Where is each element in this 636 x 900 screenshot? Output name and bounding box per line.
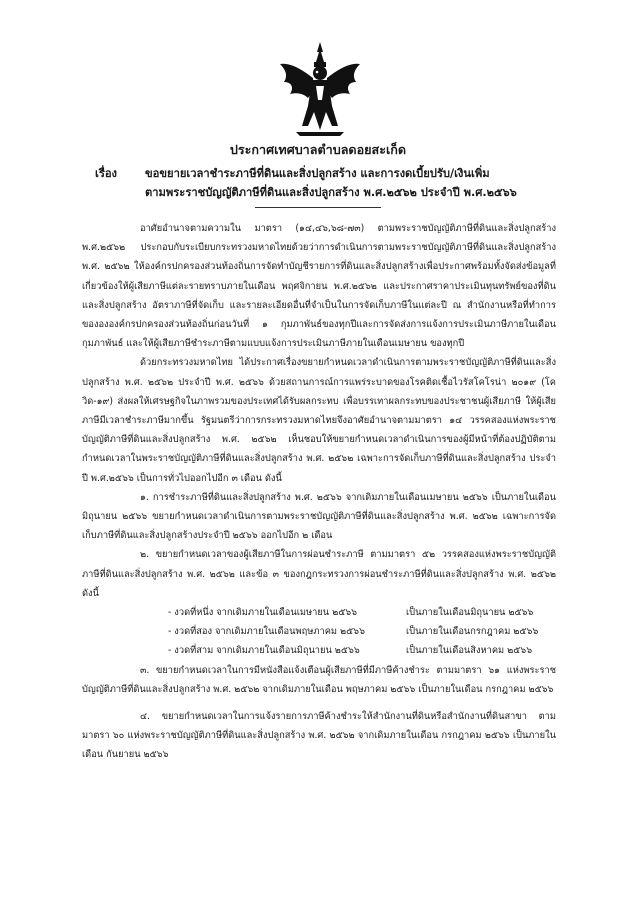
installment-original: - งวดที่หนึ่ง จากเดิมภายในเดือนเมษายน ๒๕๖๖ <box>168 607 358 619</box>
installment-row <box>168 622 556 641</box>
item-4: ๔. ขยายกำหนดเวลาในการแจ้งรายการภาษีค้างชำระให้สำนักงานที่ดินหรือสำนักงานที่ดินสาขา ตามมาตรา ๖๐ แห่งพระราชบัญญัติภาษีที่ดินและสิ่งปลูกสร้าง พ.ศ. ๒๕๖๒ จากเดิมภายในเดือน กรกฎาคม ๒๕๖๖ เป็นภายในเดือน กันยายน ๒๕๖๖ <box>82 711 556 761</box>
title-divider <box>255 207 381 208</box>
installment-new: เป็นภายในเดือนมิถุนายน ๒๕๖๖ <box>406 607 534 619</box>
announcement-title: ประกาศเทศบาลตำบลดอยสะเก็ด <box>229 142 407 157</box>
subject-line-1: ขอขยายเวลาชำระภาษีที่ดินและสิ่งปลูกสร้าง และการงดเบี้ยปรับ/เงินเพิ่ม <box>145 167 490 180</box>
installment-original: - งวดที่สอง จากเดิมภายในเดือนพฤษภาคม ๒๕๖๖ <box>168 626 365 638</box>
installment-row <box>168 641 556 660</box>
paragraph-authority: อาศัยอำนาจตามความใน มาตรา (๑๔,๔๖,๖๘-๗๓) ตามพระราชบัญญัติภาษีที่ดินและสิ่งปลูกสร้าง พ.ศ.๒๕๖๒ ประกอบกับระเบียบกระทรวงมหาดไทยด้วยว่าการดำเนินการตามพระราชบัญญัติภาษีที่ดินและสิ่งปลูกสร้าง พ.ศ. ๒๕๖๒ ให้องค์กรปกครองส่วนท้องถิ่นการจัดทำบัญชีรายการที่ดินและสิ่งปลูกสร้างเพื่อประกาศพร้อมทั้งจัดส่งข้อมูลที่เกี่ยวข้องให้ผู้เสียภาษีแต่ละรายทราบภายในเดือน พฤศจิกายน พ.ศ.๒๕๖๒ และประกาศราคาประเมินทุนทรัพย์ของที่ดินและสิ่งปลูกสร้าง อัตราภาษีที่จัดเก็บ และรายละเอียดอื่นที่จำเป็นในการจัดเก็บภาษีในแต่ละปี ณ สำนักงานหรือที่ทำการของององค์กรปกครองส่วนท้องถิ่นก่อนวันที่ ๑ กุมภาพันธ์ของทุกปีและการจัดส่งการแจ้งการประเมินภาษีภายในเดือน กุมภาพันธ์ และให้ผู้เสียภาษีชำระภาษีตามแบบแจ้งการประเมินภาษีภายในเดือนเมษายน ของทุกปี <box>82 223 556 350</box>
item-2: ๒. ขยายกำหนดเวลาของผู้เสียภาษีในการผ่อนชำระภาษี ตามมาตรา ๕๒ วรรคสองแห่งพระราชบัญญัติภาษีที่ดินและสิ่งปลูกสร้าง พ.ศ. ๒๕๖๒ และข้อ ๓ ของกฎกระทรวงการผ่อนชำระภาษีที่ดินและสิ่งปลูกสร้าง พ.ศ. ๒๕๖๒ ดังนี้ <box>82 549 556 599</box>
document-body <box>82 219 556 765</box>
subject-line-2: ตามพระราชบัญญัติภาษีที่ดินและสิ่งปลูกสร้าง พ.ศ.๒๕๖๒ ประจำปี พ.ศ.๒๕๖๖ <box>145 186 517 199</box>
installment-new: เป็นภายในเดือนสิงหาคม ๒๕๖๖ <box>406 645 533 657</box>
installment-original: - งวดที่สาม จากเดิมภายในเดือนมิถุนายน ๒๕๖๖ <box>168 645 360 657</box>
paragraph-ministry: ด้วยกระทรวงมหาดไทย ได้ประกาศเรื่องขยายกำหนดเวลาดำเนินการตามพระราชบัญญัติภาษีที่ดินและสิ่งปลูกสร้าง พ.ศ. ๒๕๖๒ ประจำปี พ.ศ. ๒๕๖๖ ด้วยสถานการณ์การแพร่ระบาดของโรคติดเชื้อไวรัสโคโรน่า ๒๐๑๙ (โควิด-๑๙) ส่งผลให้เศรษฐกิจในภาพรวมของประเทศได้รับผลกระทบ เพื่อบรรเทาผลกระทบของประชาชนผู้เสียภาษี ให้ผู้เสียภาษีมีเวลาชำระภาษีมากขึ้น รัฐมนตรีว่าการกระทรวงมหาดไทยจึงอาศัยอำนาจตามมาตรา ๑๔ วรรคสองแห่งพระราชบัญญัติภาษีที่ดินและสิ่งปลูกสร้าง พ.ศ. ๒๕๖๒ เห็นชอบให้ขยายกำหนดเวลาดำเนินการของผู้มีหน้าที่ต้องปฏิบัติตามกำหนดเวลาในพระราชบัญญัติภาษีที่ดินและสิ่งปลูกสร้าง พ.ศ. ๒๕๖๒ เฉพาะการจัดเก็บภาษีที่ดินและสิ่งปลูกสร้าง ประจำปี พ.ศ.๒๕๖๖ เป็นการทั่วไปออกไปอีก ๓ เดือน ดังนี้ <box>82 357 556 484</box>
installment-list <box>82 603 556 661</box>
installment-row <box>168 603 556 622</box>
subject-label: เรื่อง <box>95 167 118 180</box>
garuda-emblem-icon <box>278 40 362 136</box>
item-3: ๓. ขยายกำหนดเวลาในการมีหนังสือแจ้งเตือนผู้เสียภาษีที่มีภาษีค้างชำระ ตามมาตรา ๖๑ แห่งพระราชบัญญัติภาษีที่ดินและสิ่งปลูกสร้าง พ.ศ. ๒๕๖๒ จากเดิมภายในเดือน พฤษภาคม ๒๕๖๖ เป็นภายในเดือน กรกฎาคม ๒๕๖๖ <box>82 664 556 695</box>
item-1: ๑. การชำระภาษีที่ดินและสิ่งปลูกสร้าง พ.ศ. ๒๕๖๖ จากเดิมภายในเดือนเมษายน ๒๕๖๖ เป็นภายในเดือน มิถุนายน ๒๕๖๖ ขยายกำหนดเวลาดำเนินการตามพระราชบัญญัติภาษีที่ดินและสิ่งปลูกสร้าง พ.ศ. ๒๕๖๒ เฉพาะการจัดเก็บภาษีที่ดินและสิ่งปลูกสร้างประจำปี ๒๕๖๖ ออกไปอีก ๒ เดือน <box>82 491 556 542</box>
installment-new: เป็นภายในเดือนกรกฎาคม ๒๕๖๖ <box>406 626 539 638</box>
subject-heading <box>95 164 615 202</box>
